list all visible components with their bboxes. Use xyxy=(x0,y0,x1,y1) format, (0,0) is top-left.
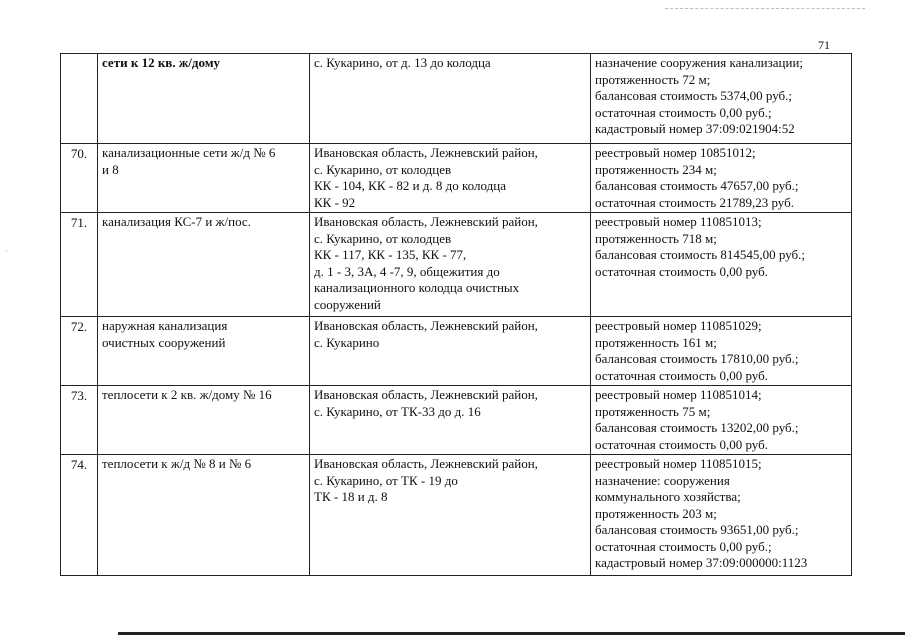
detail-line: балансовая стоимость 5374,00 руб.; xyxy=(595,88,792,103)
object-address xyxy=(310,455,591,576)
detail-line: реестровый номер 110851015; xyxy=(595,456,762,471)
address-line: Ивановская область, Лежневский район, xyxy=(314,214,538,229)
address-line: КК - 117, КК - 135, КК - 77, xyxy=(314,247,467,262)
detail-line: назначение: сооружения xyxy=(595,472,730,488)
address-line: КК - 104, КК - 82 и д. 8 до колодца xyxy=(314,178,506,193)
object-details xyxy=(591,54,852,144)
object-address xyxy=(310,144,591,213)
name-line: сети к 12 кв. ж/дому xyxy=(102,55,221,70)
name-line: канализация КС-7 и ж/пос. xyxy=(102,214,251,229)
name-line: и 8 xyxy=(102,161,119,177)
address-line: с. Кукарино, от ТК-33 до д. 16 xyxy=(314,403,481,419)
address-line: канализационного колодца очистных xyxy=(314,280,520,295)
detail-line: кадастровый номер 37:09:000000:1123 xyxy=(595,555,808,570)
name-line: наружная канализация xyxy=(102,318,228,333)
name-line: очистных сооружений xyxy=(102,334,226,350)
name-line: канализационные сети ж/д № 6 xyxy=(102,145,276,160)
table-row xyxy=(61,317,852,386)
row-number: 72. xyxy=(61,317,98,386)
address-line: Ивановская область, Лежневский район, xyxy=(314,145,538,160)
object-name xyxy=(98,54,310,144)
object-details xyxy=(591,144,852,213)
scan-artifact: · xyxy=(5,246,8,256)
address-line: с. Кукарино, от д. 13 до колодца xyxy=(314,55,491,70)
object-address xyxy=(310,386,591,455)
detail-line: протяженность 75 м; xyxy=(595,403,711,419)
row-number: 70. xyxy=(61,144,98,213)
detail-line: остаточная стоимость 0,00 руб. xyxy=(595,367,768,383)
object-name xyxy=(98,317,310,386)
detail-line: остаточная стоимость 0,00 руб. xyxy=(595,436,768,452)
detail-line: реестровый номер 110851014; xyxy=(595,387,762,402)
bottom-rule xyxy=(118,632,905,635)
row-number: 74. xyxy=(61,455,98,576)
detail-line: кадастровый номер 37:09:021904:52 xyxy=(595,121,795,136)
object-address xyxy=(310,54,591,144)
address-line: д. 1 - 3, 3А, 4 -7, 9, общежития до xyxy=(314,263,500,279)
address-line: с. Кукарино, от колодцев xyxy=(314,230,452,246)
object-name xyxy=(98,455,310,576)
table-row xyxy=(61,455,852,576)
object-name xyxy=(98,213,310,317)
object-name xyxy=(98,386,310,455)
detail-line: балансовая стоимость 47657,00 руб.; xyxy=(595,178,799,193)
object-details xyxy=(591,317,852,386)
page-number: 71 xyxy=(818,38,830,52)
detail-line: остаточная стоимость 0,00 руб.; xyxy=(595,538,772,554)
detail-line: реестровый номер 110851029; xyxy=(595,318,762,333)
detail-line: реестровый номер 10851012; xyxy=(595,145,756,160)
row-number xyxy=(61,54,98,144)
address-line: Ивановская область, Лежневский район, xyxy=(314,387,538,402)
object-name xyxy=(98,144,310,213)
address-line: КК - 92 xyxy=(314,194,356,210)
table-row xyxy=(61,144,852,213)
detail-line: назначение сооружения канализации; xyxy=(595,55,804,70)
table-row xyxy=(61,386,852,455)
object-details xyxy=(591,455,852,576)
detail-line: балансовая стоимость 17810,00 руб.; xyxy=(595,351,799,366)
address-line: ТК - 18 и д. 8 xyxy=(314,489,388,504)
address-line: Ивановская область, Лежневский район, xyxy=(314,456,538,471)
detail-line: остаточная стоимость 0,00 руб.; xyxy=(595,104,772,120)
address-line: с. Кукарино, от колодцев xyxy=(314,161,452,177)
name-line: теплосети к ж/д № 8 и № 6 xyxy=(102,456,252,471)
object-details xyxy=(591,213,852,317)
detail-line: протяженность 203 м; xyxy=(595,505,717,521)
detail-line: балансовая стоимость 13202,00 руб.; xyxy=(595,420,799,435)
detail-line: коммунального хозяйства; xyxy=(595,489,741,504)
detail-line: протяженность 718 м; xyxy=(595,230,717,246)
address-line: сооружений xyxy=(314,296,381,312)
detail-line: балансовая стоимость 814545,00 руб.; xyxy=(595,247,805,262)
detail-line: реестровый номер 110851013; xyxy=(595,214,762,229)
detail-line: остаточная стоимость 21789,23 руб. xyxy=(595,194,794,210)
detail-line: протяженность 234 м; xyxy=(595,161,717,177)
address-line: Ивановская область, Лежневский район, xyxy=(314,318,538,333)
table-row xyxy=(61,213,852,317)
name-line: теплосети к 2 кв. ж/дому № 16 xyxy=(102,387,272,402)
row-number: 73. xyxy=(61,386,98,455)
property-table xyxy=(60,53,852,576)
table-row xyxy=(61,54,852,144)
address-line: с. Кукарино xyxy=(314,334,380,350)
top-scan-line xyxy=(665,8,865,9)
detail-line: протяженность 161 м; xyxy=(595,334,717,350)
object-address xyxy=(310,213,591,317)
detail-line: протяженность 72 м; xyxy=(595,71,711,87)
detail-line: остаточная стоимость 0,00 руб. xyxy=(595,263,768,279)
object-details xyxy=(591,386,852,455)
detail-line: балансовая стоимость 93651,00 руб.; xyxy=(595,522,799,537)
row-number: 71. xyxy=(61,213,98,317)
object-address xyxy=(310,317,591,386)
address-line: с. Кукарино, от ТК - 19 до xyxy=(314,472,458,488)
